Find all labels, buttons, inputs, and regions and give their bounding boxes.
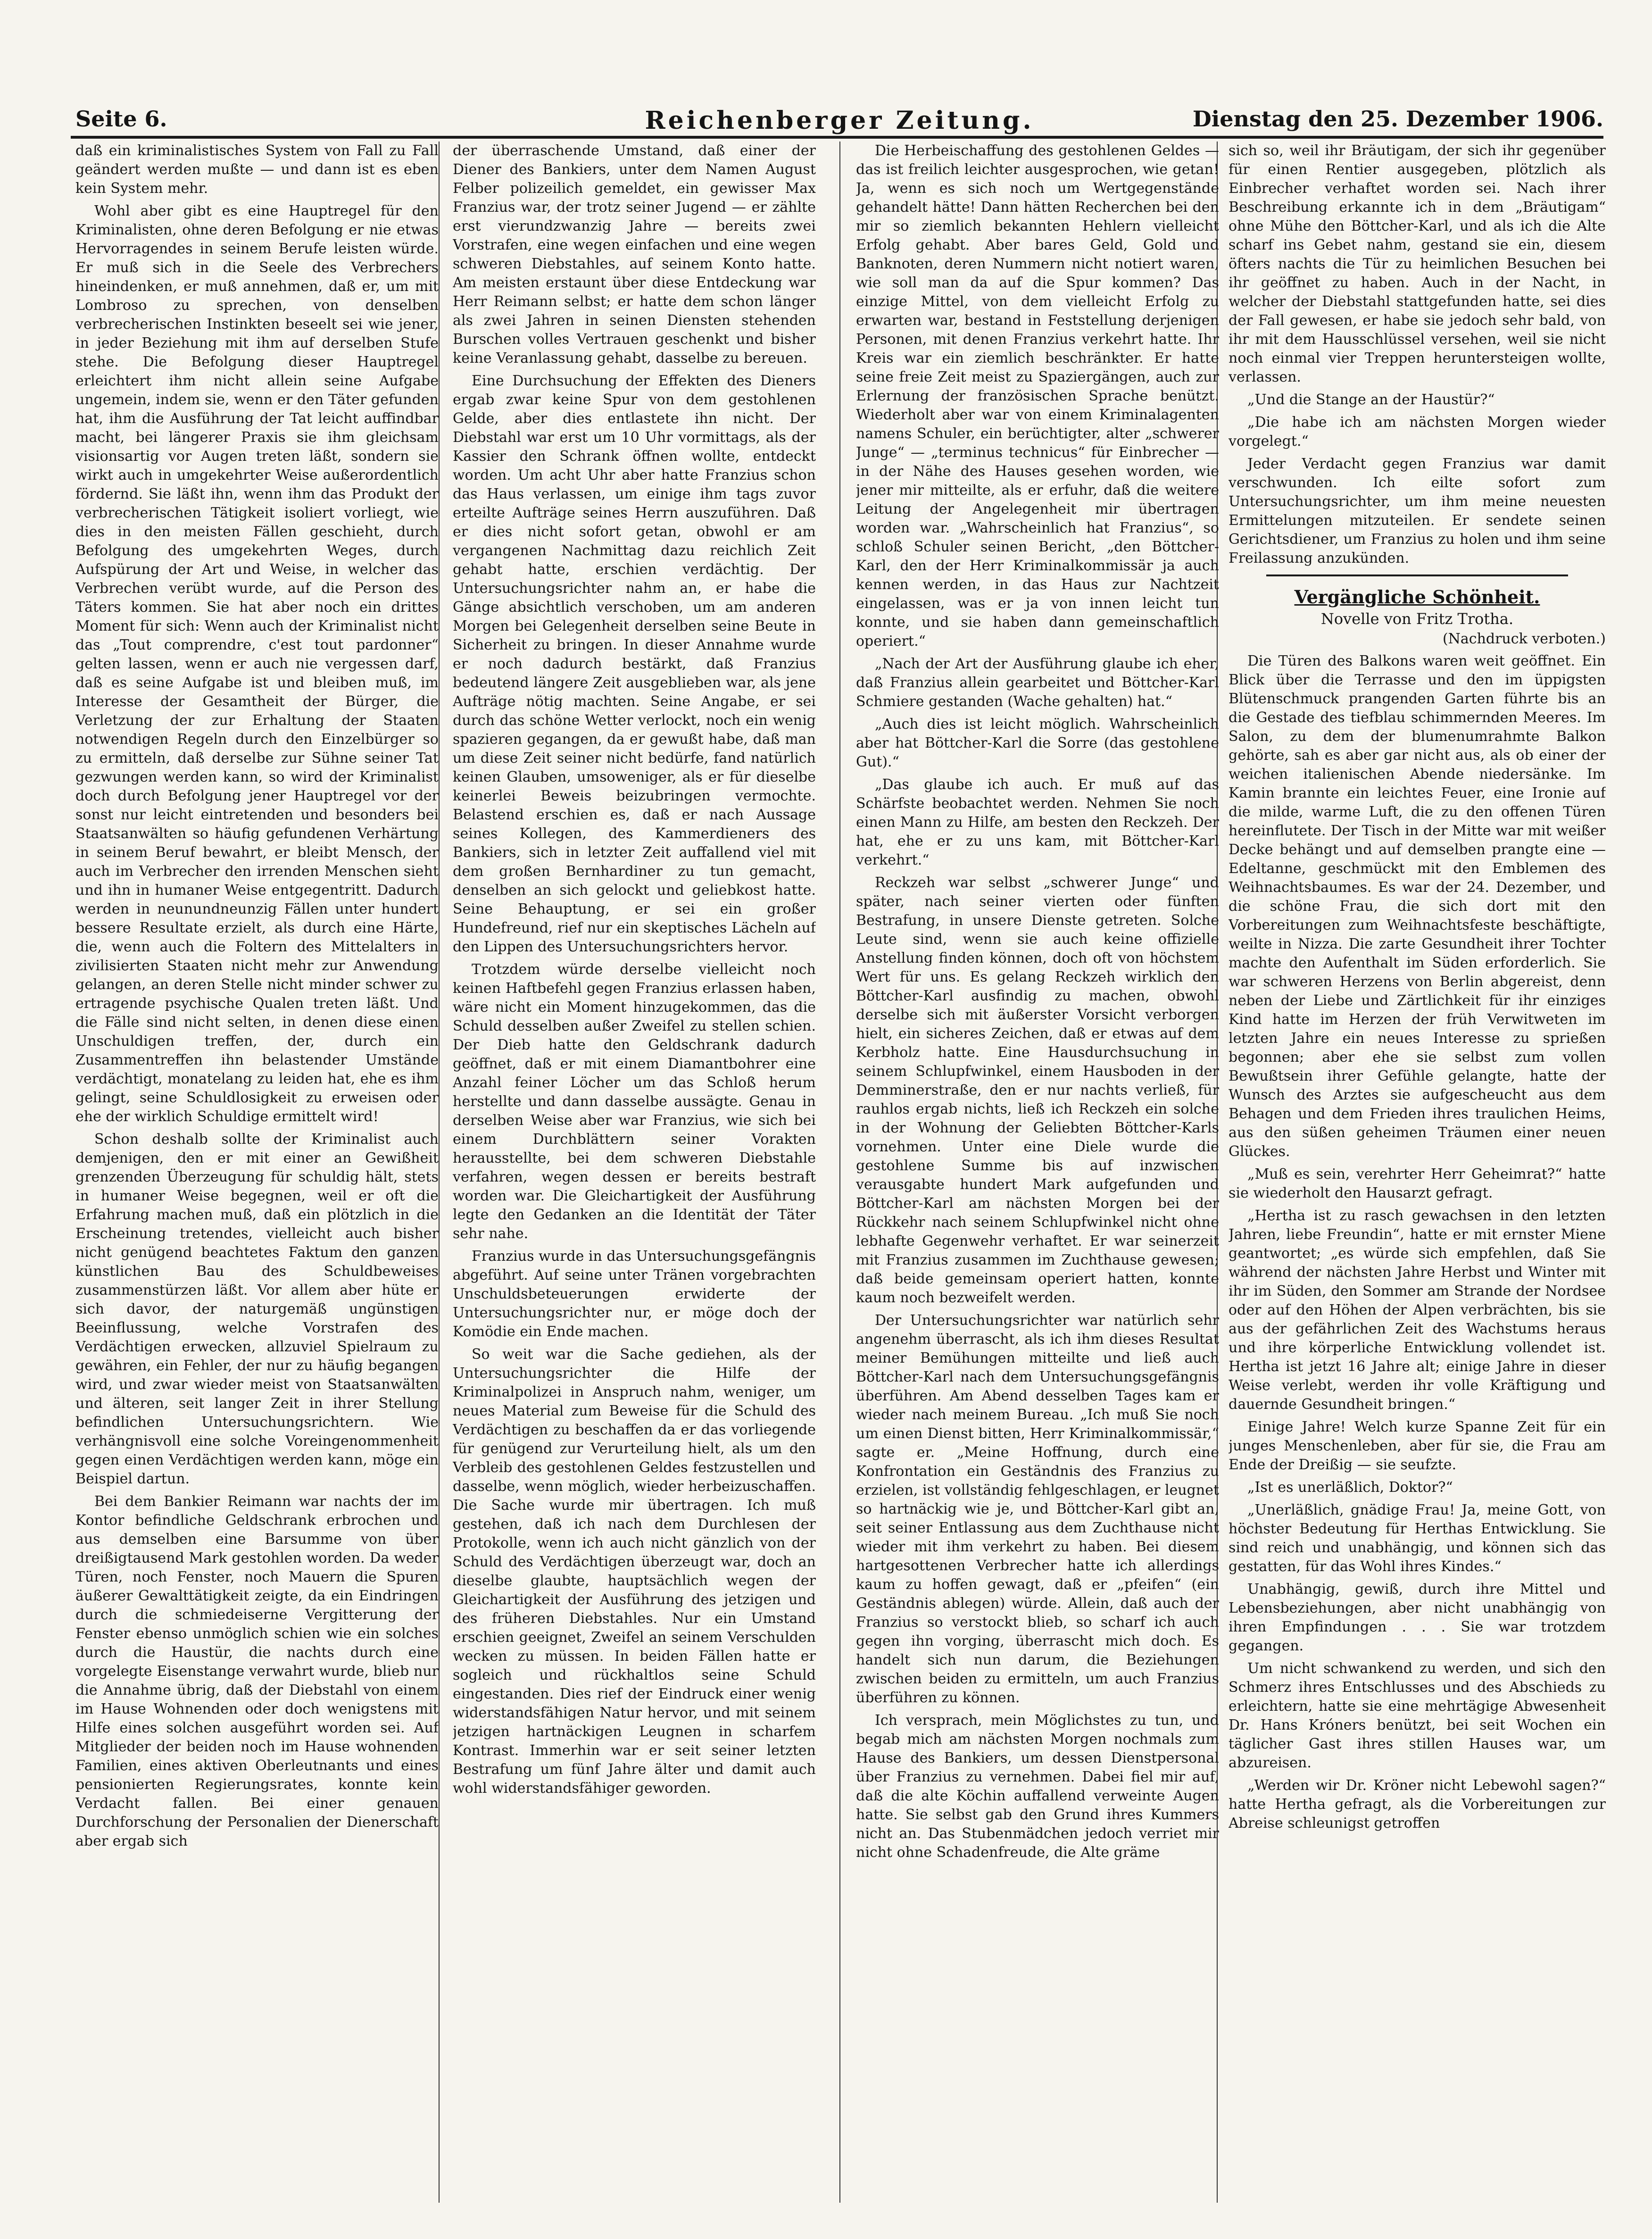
paragraph: „Ist es unerläßlich, Doktor?“: [1247, 1479, 1453, 1496]
paragraph: daß ein kriminalistisches System von Fall zu Fall geändert werden mußte — und dann ist es eben kein System mehr.: [75, 142, 439, 197]
paragraph: „Werden wir Dr. Kröner nicht Lebewohl sagen?“ hatte Hertha gefragt, als die Vorbereitungen zur Abreise schleunigst getroffen: [1229, 1777, 1606, 1831]
paragraph: sich so, weil ihr Bräutigam, der sich ihr gegenüber für einen Rentier ausgegeben, plötzlich als Einbrecher verhaftet worden sei. Nach ihrer Beschreibung erkannte ich in dem „Bräutigam“ ohne Mühe den Böttcher-Karl, und als ich die Alte scharf ins Gebet nahm, gestand sie ein, diesem öfters nachts die Tür zu heimlichen Besuchen bei ihr geöffnet zu haben. Auch in der Nacht, in welcher der Diebstahl stattgefunden hatte, sei dies der Fall gewesen, er habe sie jedoch sehr bald, von ihr mit dem Hausschlüssel versehen, weil sie nicht noch einmal vier Treppen heruntersteigen wollte, verlassen.: [1229, 142, 1606, 385]
paragraph: „Muß es sein, verehrter Herr Geheimrat?“ hatte sie wiederholt den Hausarzt gefragt.: [1229, 1166, 1606, 1201]
page-number: Seite 6.: [75, 106, 167, 132]
masthead: [75, 106, 1603, 134]
paragraph: Eine Durchsuchung der Effekten des Dieners ergab zwar keine Spur von dem gestohlenen Gelde, aber dies entlastete ihn nicht. Der Diebstahl war erst um 10 Uhr vormittags, als der Kassier den Schrank öffnen wollte, entdeckt worden. Um acht Uhr aber hatte Franzius schon das Haus verlassen, um einige ihm tags zuvor erteilte Aufträge seines Herrn auszuführen. Daß er dies nicht sofort getan, obwohl er am vergangenen Nachmittag dazu reichlich Zeit gehabt hatte, erschien verdächtig. Der Untersuchungsrichter nahm an, er habe die Gänge absichtlich verschoben, um am anderen Morgen bei Gelegenheit derselben seine Beute in Sicherheit zu bringen. In dieser Annahme wurde er noch dadurch bestärkt, daß Franzius bedeutend längere Zeit ausgeblieben war, als jene Aufträge nötig machten. Seine Angabe, er sei durch das schöne Wetter verlockt, noch ein wenig spazieren gegangen, da er gewußt habe, daß man um diese Zeit seiner nicht bedürfe, fand natürlich keinen Glauben, umsoweniger, als er für dieselbe keinerlei Beweis beizubringen vermochte. Belastend erschien es, daß er nach Aussage seines Kollegen, des Kammerdieners des Bankiers, sich in letzter Zeit auffallend viel mit dem großen Bernhardiner zu tun gemacht, denselben an sich gelockt und geliebkost hatte. Seine Behauptung, er sei ein großer Hundefreund, rief nur ein skeptisches Lächeln auf den Lippen des Untersuchungsrichters hervor.: [453, 373, 816, 955]
paragraph: Trotzdem würde derselbe vielleicht noch keinen Haftbefehl gegen Franzius erlassen haben, wäre nicht ein Moment hinzugekommen, das die Schuld desselben außer Zweifel zu stellen schien. Der Dieb hatte den Geldschrank dadurch geöffnet, daß er mit einem Diamantbohrer eine Anzahl feiner Löcher um das Schloß herum herstellte und dann dasselbe aussägte. Genau in derselben Weise aber war Franzius, wie sich bei einem Durchblättern seiner Vorakten herausstellte, bei dem schweren Diebstahle verfahren, wegen dessen er bereits bestraft worden war. Die Gleichartigkeit der Ausführung legte den Gedanken an die Identität der Täter sehr nahe.: [453, 961, 816, 1242]
paragraph: So weit war die Sache gediehen, als der Untersuchungsrichter die Hilfe der Kriminalpolizei in Anspruch nahm, weniger, um neues Material zum Beweise für die Schuld des Verdächtigen zu beschaffen da er das vorliegende für genügend zur Verurteilung hielt, als um den Verbleib des gestohlenen Geldes festzustellen und dasselbe, wenn möglich, wieder herbeizuschaffen. Die Sache wurde mir übertragen. Ich muß gestehen, daß ich nach dem Durchlesen der Protokolle, wenn ich auch nicht gänzlich von der Schuld des Verdächtigen überzeugt war, doch an dieselbe glaubte, hauptsächlich wegen der Gleichartigkeit der Ausführung des jetzigen und des früheren Diebstahles. Nur ein Umstand erschien geeignet, Zweifel an seinem Verschulden wecken zu müssen. In beiden Fällen hatte er sogleich und rückhaltlos seine Schuld eingestanden. Dies rief der Eindruck einer wenig widerstandsfähigen Natur hervor, und mit seinem jetzigen hartnäckigen Leugnen in scharfem Kontrast. Immerhin war er seit seiner letzten Bestrafung um fünf Jahre älter und damit auch wohl widerstandsfähiger geworden.: [453, 1346, 816, 1797]
newspaper-title: Reichenberger Zeitung.: [645, 106, 1034, 135]
paragraph: Die Türen des Balkons waren weit geöffnet. Ein Blick über die Terrasse und den im üppigsten Blütenschmuck prangenden Garten führte bis an die Gestade des tiefblau schimmernden Meeres. Im Salon, zu dem der blumenumrahmte Balkon gehörte, sah es aber gar nicht aus, als ob einer der weichen italienischen Abende niedersänke. Im Kamin brannte ein leichtes Feuer, eine Ironie auf die milde, warme Luft, die zu den offenen Türen hereinflutete. Der Tisch in der Mitte war mit weißer Decke behängt und auf demselben prangte eine — Edeltanne, geschmückt mit den Emblemen des Weihnachtsbaumes. Es war der 24. Dezember, und die schöne Frau, die sich dort mit den Vorbereitungen zum Weihnachtsfeste beschäftigte, weilte in Nizza. Die zarte Gesundheit ihrer Tochter machte den Aufenthalt im Süden erforderlich. Sie war schweren Herzens von Berlin abgereist, denn neben der Liebe und Zärtlichkeit für ihr einziges Kind hatte im Herzen der früh Verwitweten im letzten Jahre ein neues Interesse zu sprießen begonnen; aber ehe sie selbst zum vollen Bewußtsein ihrer Gefühle gelangte, hatte der Wunsch des Arztes sie aufgescheucht aus dem Behagen und dem Frieden ihres traulichen Heims, aus den süßen geheimen Träumen einer neuen Glückes.: [1229, 653, 1606, 1160]
paragraph: Reckzeh war selbst „schwerer Junge“ und später, nach seiner vierten oder fünften Bestrafung, in unsere Dienste getreten. Solche Leute sind, wenn sie auch keine offizielle Anstellung finden können, doch oft von höchstem Wert für uns. Es gelang Reckzeh wirklich den Böttcher-Karl ausfindig zu machen, obwohl derselbe sich mit äußerster Vorsicht verborgen hielt, ein sicheres Zeichen, daß er etwas auf dem Kerbholz hatte. Eine Hausdurchsuchung in seinem Schlupfwinkel, einem Hausboden in der Demminerstraße, den er nur nachts verließ, für rauhlos ergab nichts, ließ ich Reckzeh ein solche in der Wohnung der Geliebten Böttcher-Karls vornehmen. Unter eine Diele wurde die gestohlene Summe bis auf inzwischen verausgabte hundert Mark aufgefunden und Böttcher-Karl am nächsten Morgen bei der Rückkehr nach seinem Schlupfwinkel nicht ohne lebhafte Gegenwehr verhaftet. Er war seinerzeit mit Franzius zusammen im Zuchthause gewesen; daß beide gemeinsam operiert hatten, konnte kaum noch bezweifelt werden.: [856, 874, 1219, 1306]
column-1: [75, 141, 439, 2203]
paragraph: Ich versprach, mein Möglichstes zu tun, und begab mich am nächsten Morgen nochmals zum Hause des Bankiers, um dessen Dienstpersonal über Franzius zu vernehmen. Dabei fiel mir auf, daß die alte Köchin auffallend verweinte Augen hatte. Sie selbst gab den Grund ihres Kummers nicht an. Das Stubenmädchen jedoch verriet mir nicht ohne Schadenfreude, die Alte gräme: [856, 1712, 1219, 1861]
paragraph: Jeder Verdacht gegen Franzius war damit verschwunden. Ich eilte sofort zum Untersuchungsrichter, um ihm meine neuesten Ermittelungen mitzuteilen. Er sendete seinen Gerichtsdiener, um Franzius zu holen und ihm seine Freilassung anzukünden.: [1229, 456, 1606, 566]
paragraph: der überraschende Umstand, daß einer der Diener des Bankiers, unter dem Namen August Felber polizeilich gemeldet, ein gewisser Max Franzius war, der trotz seiner Jugend — er zählte erst vierundzwanzig Jahre — bereits zwei Vorstrafen, eine wegen einfachen und eine wegen schweren Diebstahles, auf seinem Konto hatte. Am meisten erstaunt über diese Entdeckung war Herr Reimann selbst; er hatte dem schon länger als zwei Jahren in seinen Diensten stehenden Burschen volles Vertrauen geschenkt und bisher keine Veranlassung gehabt, dasselbe zu bereuen.: [453, 142, 816, 366]
paragraph: „Und die Stange an der Haustür?“: [1247, 391, 1495, 408]
column-3: [856, 141, 1219, 2203]
paragraph: „Die habe ich am nächsten Morgen wieder vorgelegt.“: [1229, 414, 1606, 449]
paragraph: Franzius wurde in das Untersuchungsgefängnis abgeführt. Auf seine unter Tränen vorgebrachten Unschuldsbeteuerungen erwiderte der Untersuchungsrichter nur, er möge doch der Komödie ein Ende machen.: [453, 1248, 816, 1340]
paragraph: Unabhängig, gewiß, durch ihre Mittel und Lebensbeziehungen, aber nicht unabhängig von ihren Empfindungen . . . Sie war trotzdem gegangen.: [1229, 1581, 1606, 1654]
paragraph: Wohl aber gibt es eine Hauptregel für den Kriminalisten, ohne deren Befolgung er nie etwas Hervorragendes in seinem Berufe leisten würde. Er muß sich in die Seele des Verbrechers hineindenken, er muß annehmen, daß er, um mit Lombroso zu sprechen, von denselben verbrecherischen Instinkten beseelt sei wie jener, in jeder Beziehung mit ihm auf derselben Stufe stehe. Die Befolgung dieser Hauptregel erleichtert ihm nicht allein seine Aufgabe ungemein, indem sie, wenn er den Täter gefunden hat, ihm die Ausführung der Tat leicht auffindbar macht, bei längerer Praxis sie ihm gleichsam visionsartig vor Augen treten läßt, sondern sie wirkt auch in umgekehrter Weise außerordentlich fördernd. Sie läßt ihn, wenn ihm das Produkt der verbrecherischen Tätigkeit isoliert vorliegt, wie dies in den meisten Fällen geschieht, durch Befolgung des umgekehrten Weges, durch Aufspürung der Art und Weise, in welcher das Verbrechen verübt wurde, auf die Person des Täters kommen. Sie hat aber noch ein drittes Moment für sich: Wenn auch der Kriminalist nicht das „Tout comprendre, c'est tout pardonner“ gelten lassen, wenn er auch nie vergessen darf, daß es seine Aufgabe ist und bleiben muß, im Interesse der Gesamtheit der Bürger, die Verletzung der zur Erhaltung der Staaten notwendigen Regeln durch den Einzelbürger so zu ermitteln, daß derselbe zur Sühne seiner Tat gezwungen werden kann, so wird der Kriminalist doch durch Befolgung jener Hauptregel vor der sonst nur leicht eintretenden und besonders bei Staatsanwälten so häufig gefundenen Verhärtung in seinem Beruf bewahrt, er bleibt Mensch, der auch im Verbrecher den irrenden Menschen sieht und ihn in humaner Weise entgegentritt. Dadurch werden in neunundneunzig Fällen unter hundert bessere Resultate erzielt, als durch eine Härte, die, wenn auch die Foltern des Mittelalters in zivilisierten Staaten nicht mehr zur Anwendung gelangen, an deren Stelle nicht minder schwer zu ertragende psychische Qualen treten läßt. Und die Fälle sind nicht selten, in denen diese einen Unschuldigen treffen, der, durch ein Zusammentreffen ihn belastender Umstände verdächtigt, monatelang zu leiden hat, ehe es ihm gelingt, seine Schuldlosigkeit zu erweisen oder ehe der wirklich Schuldige ermittelt wird!: [75, 203, 439, 1125]
novelle-author: Novelle von Fritz Trotha.: [1320, 610, 1514, 628]
column-2: [453, 141, 816, 2203]
paragraph: „Nach der Art der Ausführung glaube ich eher, daß Franzius allein gearbeitet und Böttcher-Karl Schmiere gestanden (Wache gehalten) hat.“: [856, 656, 1219, 710]
paragraph: Der Untersuchungsrichter war natürlich sehr angenehm überrascht, als ich ihm dieses Resultat meiner Bemühungen mitteilte und ließ auch Böttcher-Karl nach dem Untersuchungsgefängnis überführen. Am Abend desselben Tages kam er wieder nach meinem Bureau. „Ich muß Sie noch um einen Dienst bitten, Herr Kriminalkommissär,“ sagte er. „Meine Hoffnung, durch eine Konfrontation ein Geständnis des Franzius zu erzielen, ist vollständig fehlgeschlagen, er leugnet so hartnäckig wie je, und Böttcher-Karl gibt an, seit seiner Entlassung aus dem Zuchthause nicht wieder mit ihm verkehrt zu haben. Bei diesem hartgesottenen Verbrecher hatte ich allerdings kaum zu hoffen gewagt, daß er „pfeifen“ (ein Geständnis ablegen) würde. Allein, daß auch der Franzius so verstockt blieb, so scharf ich auch gegen ihn vorging, überrascht mich doch. Es handelt sich nun darum, die Beziehungen zwischen beiden zu ermitteln, um auch Franzius überführen zu können.: [856, 1312, 1219, 1706]
paragraph: „Das glaube ich auch. Er muß auf das Schärfste beobachtet werden. Nehmen Sie noch einen Mann zu Hilfe, am besten den Reckzeh. Der hat, ehe er zu uns kam, mit Böttcher-Karl verkehrt.“: [856, 776, 1219, 868]
column-divider: [439, 141, 440, 2203]
novelle-title: Vergängliche Schönheit.: [1294, 586, 1540, 608]
reprint-note: (Nachdruck verboten.): [1442, 631, 1606, 647]
paragraph: „Unerläßlich, gnädige Frau! Ja, meine Gott, von höchster Bedeutung für Herthas Entwicklung. Sie sind reich und unabhängig, und können sich das gestatten, für das Wohl ihres Kindes.“: [1229, 1502, 1606, 1575]
paragraph: „Hertha ist zu rasch gewachsen in den letzten Jahren, liebe Freundin“, hatte er mit ernster Miene geantwortet; „es würde sich empfehlen, daß Sie während der nächsten Jahre Herbst und Winter mit ihr im Süden, den Sommer am Strande der Nordsee oder auf den Höhen der Alpen verbrächten, bis sie aus der gefährlichen Zeit des Wachstums heraus und ihre körperliche Entwicklung vollendet ist. Hertha ist jetzt 16 Jahre alt; einige Jahre in dieser Weise verlebt, werden ihr volle Kräftigung und dauernde Gesundheit bringen.“: [1229, 1207, 1606, 1413]
paragraph: Einige Jahre! Welch kurze Spanne Zeit für ein junges Menschenleben, aber für sie, die Frau am Ende der Dreißig — sie seufzte.: [1229, 1419, 1606, 1473]
header-rule: [71, 136, 1603, 139]
paragraph: Bei dem Bankier Reimann war nachts der im Kontor befindliche Geldschrank erbrochen und aus demselben eine Barsumme von über dreißigtausend Mark gestohlen worden. Da weder Türen, noch Fenster, noch Mauern die Spuren äußerer Gewalttätigkeit zeigte, da ein Eindringen durch die schmiedeiserne Vergitterung der Fenster ebenso unmöglich schien wie ein solches durch die Haustür, die nachts durch eine vorgelegte Eisenstange verwahrt wurde, blieb nur die Annahme übrig, daß der Diebstahl von einem im Hause Wohnenden oder doch wenigstens mit Hilfe eines solchen ausgeführt worden sei. Auf Mitglieder der beiden noch im Hause wohnenden Familien, eines aktiven Oberleutnants und eines pensionierten Regierungsrates, konnte kein Verdacht fallen. Bei einer genauen Durchforschung der Personalien der Dienerschaft aber ergab sich: [75, 1493, 439, 1849]
column-4: [1229, 141, 1606, 2203]
section-divider: [1266, 574, 1568, 576]
paragraph: Schon deshalb sollte der Kriminalist auch demjenigen, den er mit einer an Gewißheit grenzenden Überzeugung für schuldig hält, stets in humaner Weise begegnen, weil er oft die Erfahrung machen muß, daß ein plötzlich in die Erscheinung tretendes, vielleicht auch bisher nicht genügend beachtetes Faktum den ganzen künstlichen Bau des Schuldbeweises zusammenstürzen läßt. Vor allem aber hüte er sich davor, der naturgemäß ungünstigen Beeinflussung, welche Vorstrafen des Verdächtigen erwecken, allzuviel Spielraum zu gewähren, ein Fehler, der nur zu häufig begangen wird, und zwar wieder meist von Staatsanwälten und älteren, seit langer Zeit in ihrer Stellung befindlichen Untersuchungsrichtern. Wie verhängnisvoll eine solche Voreingenommenheit gegen einen Verdächtigen werden kann, möge ein Beispiel dartun.: [75, 1131, 439, 1487]
paragraph: „Auch dies ist leicht möglich. Wahrscheinlich aber hat Böttcher-Karl die Sorre (das gestohlene Gut).“: [856, 716, 1219, 770]
issue-date: Dienstag den 25. Dezember 1906.: [1192, 106, 1603, 132]
paragraph: Die Herbeischaffung des gestohlenen Geldes — das ist freilich leichter ausgesprochen, wie getan! Ja, wenn es sich noch um Wertgegenstände gehandelt hätte! Dann hätten Recherchen bei den mir so ziemlich bekannten Hehlern vielleicht Erfolg gehabt. Aber bares Geld, Gold und Banknoten, deren Nummern nicht notiert waren, wie soll man da auf die Spur kommen? Das einzige Mittel, von dem vielleicht Erfolg zu erwarten war, bestand in Feststellung derjenigen Personen, mit denen Franzius verkehrt hatte. Ihr Kreis war ein ziemlich beschränkter. Er hatte seine freie Zeit meist zu Spaziergängen, auch zur Erlernung der französischen Sprache benützt. Wiederholt aber war von einem Kriminalagenten namens Schuler, ein berüchtigter, alter „schwerer Junge“ — „terminus technicus“ für Einbrecher — in der Nähe des Hauses gesehen worden, wie jener mir mitteilte, als er erfuhr, daß die weitere Leitung der Angelegenheit mir übertragen worden war. „Wahrscheinlich hat Franzius“, so schloß Schuler seinen Bericht, „den Böttcher-Karl, den der Herr Kriminalkommissär ja auch kennen werden, in das Haus zur Nachtzeit eingelassen, was er ja von innen leicht tun konnte, und sie haben dann gemeinschaftlich operiert.“: [856, 142, 1219, 649]
column-divider: [839, 141, 840, 2203]
paragraph: Um nicht schwankend zu werden, und sich den Schmerz ihres Entschlusses und des Abschieds zu erleichtern, hatte sie eine mehrtägige Abwesenheit Dr. Hans Króners benützt, bei seit Wochen ein täglicher Gast ihres stillen Hauses war, um abzureisen.: [1229, 1660, 1606, 1771]
